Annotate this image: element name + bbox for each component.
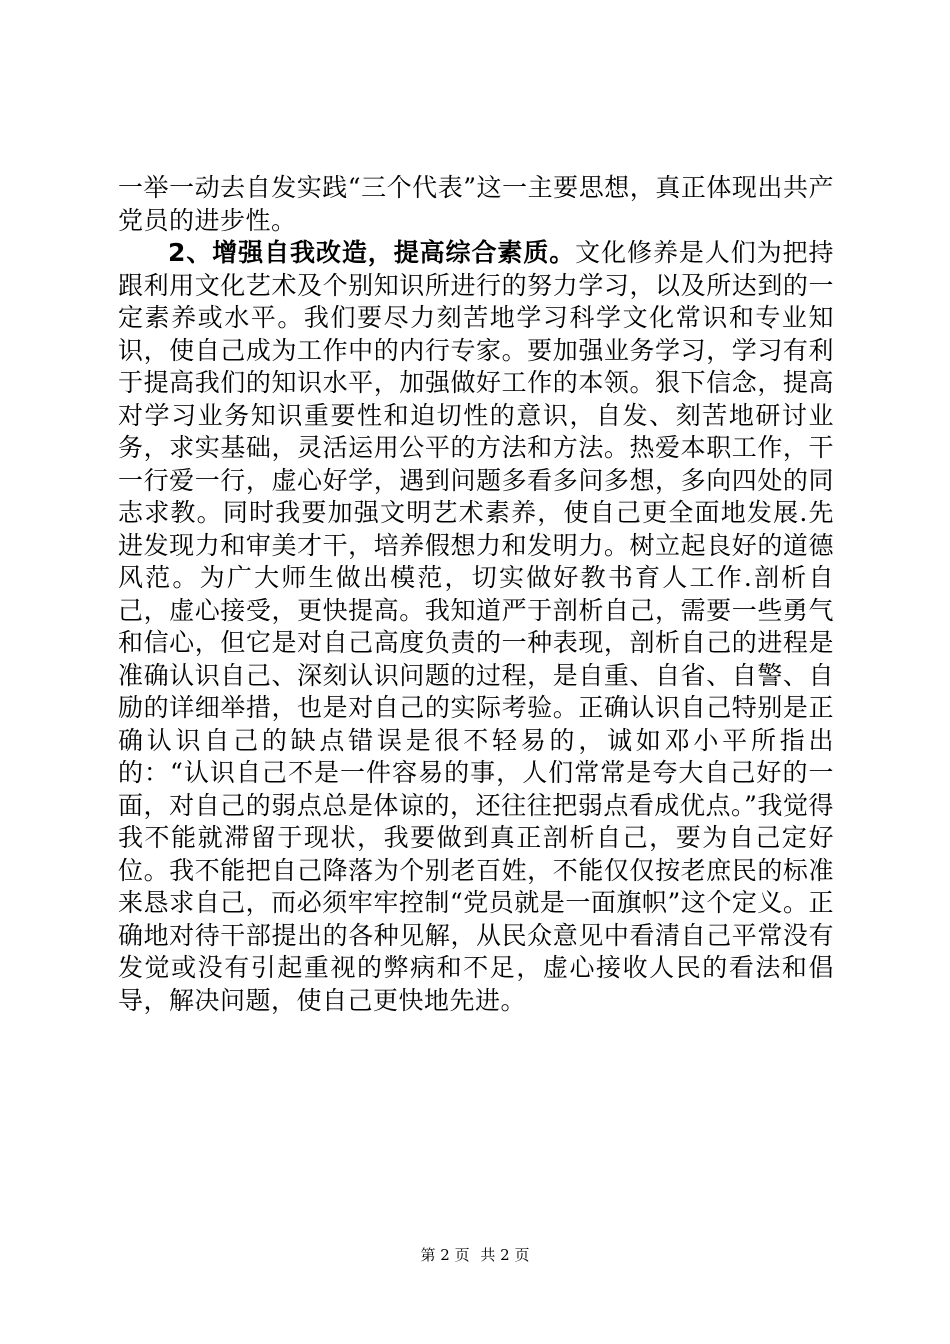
page-total: 共 2 页	[480, 1246, 530, 1264]
paragraph-heading: 2、增强自我改造，提高综合素质。	[168, 238, 576, 267]
document-body	[118, 172, 834, 1017]
paragraph-self-improvement	[118, 237, 834, 1017]
paragraph-continuation: 一举一动去自发实践“三个代表”这一主要思想，真正体现出共产党员的进步性。	[118, 173, 834, 235]
page-number: 第 2 页	[420, 1246, 470, 1264]
paragraph-body: 文化修养是人们为把持跟利用文化艺术及个别知识所进行的努力学习，以及所达到的一定素养或水平。我们要尽力刻苦地学习科学文化常识和专业知识，使自己成为工作中的内行专家。要加强业务学习，学习有利于提高我们的知识水平，加强做好工作的本领。狠下信念，提高对学习业务知识重要性和迫切性的意识，自发、刻苦地研讨业务，求实基础，灵活运用公平的方法和方法。热爱本职工作，干一行爱一行，虚心好学，遇到问题多看多问多想，多向四处的同志求教。同时我要加强文明艺术素养，使自己更全面地发展.先进发现力和审美才干，培养假想力和发明力。树立起良好的道德风范。为广大师生做出模范，切实做好教书育人工作.剖析自己，虚心接受，更快提高。我知道严于剖析自己，需要一些勇气和信心，但它是对自己高度负责的一种表现，剖析自己的进程是准确认识自己、深刻认识问题的过程，是自重、自省、自警、自励的详细举措，也是对自己的实际考验。正确认识自己特别是正确认识自己的缺点错误是很不轻易的，诚如邓小平所指出的：“认识自己不是一件容易的事，人们常常是夸大自己好的一面，对自己的弱点总是体谅的，还往往把弱点看成优点。”我觉得我不能就滞留于现状，我要做到真正剖析自己，要为自己定好位。我不能把自己降落为个别老百姓，不能仅仅按老庶民的标准来恳求自己，而必须牢牢控制“党员就是一面旗帜”这个定义。正确地对待干部提出的各种见解，从民众意见中看清自己平常没有发觉或没有引起重视的弊病和不足，虚心接收人民的看法和倡导，解决问题，使自己更快地先进。	[118, 238, 834, 1015]
page-footer	[0, 1245, 950, 1265]
